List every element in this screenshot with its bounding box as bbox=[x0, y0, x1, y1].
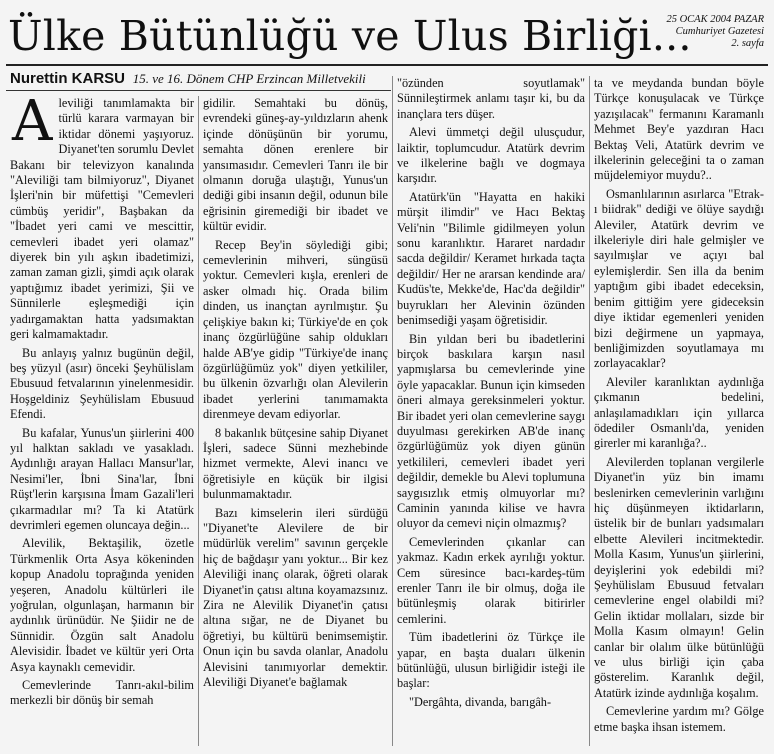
paragraph: 8 bakanlık bütçesine sahip Diyanet İşleri, sadece Sünni mezhebinde hizmet vermekte, Alevi inancı ve öğretisiyle en küçük bir ilgisi bulunmamaktadır. bbox=[203, 425, 388, 502]
column-divider bbox=[198, 96, 199, 746]
paragraph: ta ve meydanda bundan böyle Türkçe konuşulacak ve Türkçe yazışılacak" fermanını Karamanlı Mehmet Bey'e yazdıran Hacı Bektaş Veli, Atatürk devrim ve ilkelerinin geleceğini ta o zaman müjdelemiyor muydu?.. bbox=[594, 76, 764, 183]
column-3 bbox=[397, 76, 585, 748]
column-divider bbox=[392, 76, 393, 746]
dateline bbox=[666, 14, 764, 50]
paragraph: "Dergâhta, divanda, barıgâh- bbox=[409, 694, 552, 709]
column-2 bbox=[203, 96, 388, 748]
dateline-date: 25 OCAK 2004 PAZAR bbox=[666, 14, 764, 25]
paragraph: Bin yıldan beri bu ibadetlerini birçok baskılara karşın nasıl yapmışlarsa bu cemevlerinde yine öyle yapacaklar. Bunun için kimseden öneri almaya gereksinmeleri yoktur. Bir ibadet yeri olan cemevlerine saygı duyulması gerekirken AB'de inanç özgürlüğümüz yok diyen günün yetkilileri, cemevleri ibadet yeri değildir, demekle bu Alevi toplumuna saygısızlık etmiş olmuyorlar mı? Caminin yanında kilise ve havra oluyor da cemevi niçin olmazmış? bbox=[397, 331, 585, 531]
drop-cap: A bbox=[12, 96, 53, 154]
paragraph: Cemevlerine yardım mı? Gölge etme başka ihsan istemem. bbox=[594, 704, 764, 734]
byline bbox=[10, 70, 366, 88]
byline-rule bbox=[6, 90, 391, 91]
paragraph: Aleviler karanlıktan aydınlığa çıkmanın bedelini, anlaşılamadıkları için yıllarca ödediler Osmanlı'da, yeniden girerler mi karanlığa?.. bbox=[594, 374, 764, 451]
paragraph: Recep Bey'in söylediği gibi; cemevlerinin mihveri, süngüsü yoktur. Cemevleri kışla, erenleri de asker olmadı hiç. Orada bilim dinden, us inançtan ayrılmıştır. Şu çelişkiye bakın ki; Türkiye'de en çok inanç özgürlüğüne sahip oldukları halde AB'ye gidip "Türkiye'de inanç özgürlüğümüz yok" diyen yetkililer, bu ülkenin özvarlığı olan Alevilerin ibadet yerlerini tanımamakta direnmeye devam ediyorlar. bbox=[203, 237, 388, 422]
byline-author: Nurettin KARSU bbox=[10, 70, 125, 87]
paragraph: Cemevlerinde Tanrı-akıl-bilim merkezli bir dönüş bir semah bbox=[10, 678, 194, 708]
paragraph: Tüm ibadetlerini öz Türkçe ile yapar, en başta duaları ülkenin bütünlüğü, ulusun birliğidir isteği ile başlar: bbox=[397, 630, 585, 691]
headline: Ülke Bütünlüğü ve Ulus Birliği... bbox=[8, 12, 692, 60]
paragraph: Bu anlayış yalnız bugünün değil, beş yüzyıl (asır) önceki Şeyhülislam Ebusuud fetvalarının yinelenmesidir. Hoşgeldiniz Şeyhülislam Ebusuud Efendi. bbox=[10, 345, 194, 422]
paragraph: gidilir. Semahtaki bu dönüş, evrendeki güneş-ay-yıldızların ahenk içinde dönüşünün bir yorumu, semahta dönen erenlere bir yansımasıdır. Cemevleri Tanrı ile bir olmanın doruğa ulaştığı, Yunus'un dediği gibi insanın değil, odunun bile eğrisinin giremediği bir ibadet ve kültür evidir. bbox=[203, 96, 388, 234]
paragraph: Cemevlerinden çıkanlar can yakmaz. Kadın erkek ayrılığı yoktur. Cem süresince bacı-kardeş-tüm erenler Tanrı ile bir olmuş, doğa ile bütünleşmiş olarak bitirirler cemlerini. bbox=[397, 534, 585, 626]
column-1 bbox=[10, 96, 194, 748]
paragraph: Bazı kimselerin ileri sürdüğü "Diyanet'te Alevilere de bir müdürlük verelim" savının gerçekle hiç de bağdaşır yanı yoktur... Bir kez Aleviliği inanç olarak, öğreti olarak Diyanet'in çatısı altına koyamazsınız. Zira ne Alevilik Diyanet'in çatısı altına sığar, ne de Diyanet bu öğretiyi, bu kültürü benimsemiştir. Onun için bu savda olanlar, Anadolu Alevisini tanımıyorlar demektir. Aleviliği Diyanet'e bağlamak bbox=[203, 505, 388, 690]
paragraph: leviliği tanımlamakta bir türlü karara varmayan bir iktidar dönemi yaşıyoruz. Diyanet'ten sorumlu Devlet Bakanı bir televizyon kanalında "Aleviliği tam bilmiyoruz", Diyanet İşleri'nin bir müfettişi "Cemevleri cümbüş yeridir", Başbakan da "İbadet yeri cami ve mescittir, cemevleri ibadet yeri olamaz" diyerek bin yılı aşkın ibadetimizi, zaman zaman gizli, şimdi açık olarak yaptığımız ibadet yerimizi, Şii ve Sünnilerle eşleşmediği için yadırgamaktan hatta yadsımaktan geri kalmamaktadır. bbox=[10, 96, 194, 342]
headline-rule bbox=[6, 64, 768, 66]
paragraph: Alevi ümmetçi değil ulusçudur, laiktir, toplumcudur. Atatürk devrim ve ilkelerine bağlı ve dogmaya karşıdır. bbox=[397, 125, 585, 186]
dateline-page: 2. sayfa bbox=[731, 38, 764, 49]
paragraph: Alevilik, Bektaşilik, özetle Türkmenlik Orta Asya kökeninden kopup Anadolu toprağında yeniden yeşeren, Anadolu kültürleri ile yoğrulan, olgunlaşan, harmanın bir aydınlık ürünüdür. Ne Şiidir ne de Sünnidir. Özgün salt Anadolu Alevisidir. İbadet ve kültür yeri Orta Asya kaynaklı cemevidir. bbox=[10, 536, 194, 674]
paragraph: Osmanlılarının asırlarca "Etrak-ı biidrak" dediği ve ölüye saydığı Aleviler, Atatürk devrim ve ilkeleriyle diri hale gelmişler ve sayılmışlar ve açıyı bal eylemişlerdir. Sen illa da benim yaptığım gibi ibadet edeceksin, benim gittiğim yere gideceksin diye iktidar egemenleri yeniden bizi değirmene un yapmaya, benliğimizden soyutlamaya mı zorlayacaklar? bbox=[594, 186, 764, 371]
column-divider bbox=[589, 76, 590, 746]
dateline-paper: Cumhuriyet Gazetesi bbox=[675, 26, 764, 37]
byline-role: 15. ve 16. Dönem CHP Erzincan Milletvekili bbox=[132, 71, 366, 86]
paragraph: "özünden soyutlamak" Sünnileştirmek anlamı taşır ki, bu da inançlara ters düşer. bbox=[397, 76, 585, 121]
paragraph: Bu kafalar, Yunus'un şiirlerini 400 yıl halktan sakladı ve yasakladı. Aydınlığı arayan Hallacı Mansur'lar, Nesimi'ler, İbni Sina'lar, İbni Rüşt'lerin karşısına İmam Gazali'leri çıkarmadılar mı? Ta ki Atatürk devrimleri egemen oluncaya değin... bbox=[10, 425, 194, 532]
column-4 bbox=[594, 76, 764, 748]
paragraph: Alevilerden toplanan vergilerle Diyanet'in yüz bin imamı beslenirken cemevlerinin varlığını hiç düşünmeyen iktidarların, üstelik bir de bunları yadsımaları elbette Alevileri incitmektedir. Molla Kasım, Yunus'un şiirlerini, deyişlerini yok edebildi mi? Şeyhülislam Ebusuud fetvaları cemevlerine engel olabildi mi? Gelin iktidar mollaları, sizde bir Molla Kasım olmayın! Gelin canlar bir olalım ülke bütünlüğü ve ulus birliği için çaba gösterelim. Karanlık değil, Atatürk izinde aydınlığa koşalım. bbox=[594, 454, 764, 700]
paragraph: Atatürk'ün "Hayatta en hakiki mürşit ilimdir" ve Hacı Bektaş Veli'nin "Bilimle gidilmeyen yolun sonu karanlıktır. Hararet nardadır sacda değildir/ Keramet hırkada taçta değildir/ Her ne ararsan kendinde ara/ Kudüs'te, Mekke'de, Hac'da değildir" buyrukları her Alevinin özünden benimsediği yaşam öğretisidir. bbox=[397, 189, 585, 328]
